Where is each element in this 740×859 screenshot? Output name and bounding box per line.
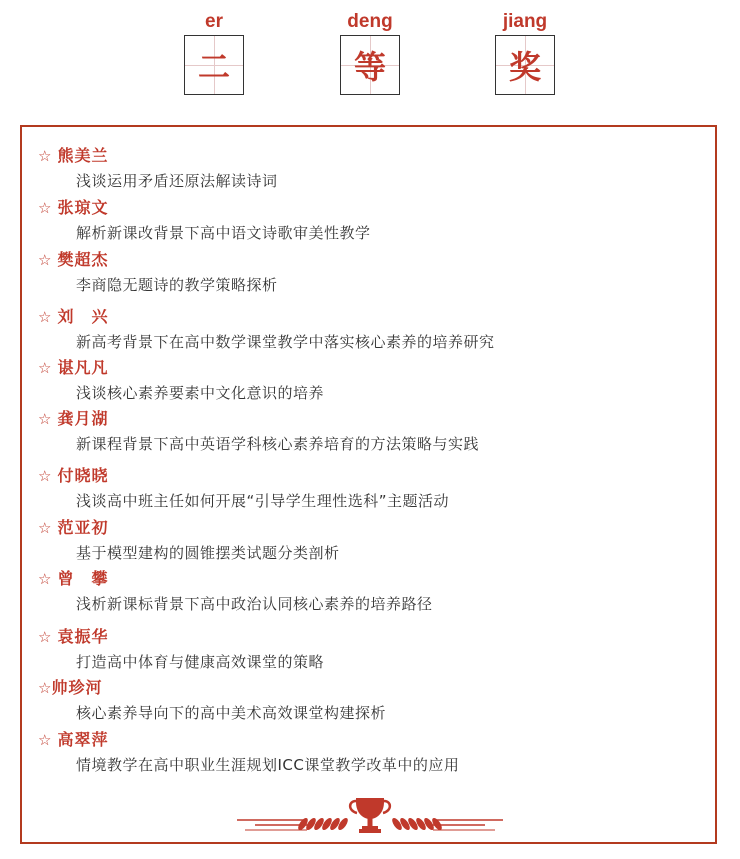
winner-name: 谌凡凡 [57, 358, 109, 377]
pinyin-label: er [205, 11, 223, 32]
name-line [38, 306, 108, 328]
name-line [38, 465, 108, 487]
star-icon: ☆ [38, 308, 52, 326]
star-icon: ☆ [38, 628, 52, 646]
trophy-ornament [235, 793, 505, 837]
winner-name: 张琼文 [57, 198, 109, 217]
title-character: 等 [353, 48, 386, 86]
name-line [38, 408, 108, 430]
title-character: 二 [197, 48, 230, 86]
name-line [38, 626, 108, 648]
winner-name: 樊超杰 [57, 250, 109, 269]
name-line [38, 568, 108, 590]
name-line [38, 357, 108, 379]
winner-name: 袁振华 [57, 627, 109, 646]
title-column-3 [495, 10, 555, 86]
star-icon: ☆ [38, 679, 52, 697]
paper-title: 基于模型建构的圆锥摆类试题分类剖析 [76, 544, 340, 562]
star-icon: ☆ [38, 519, 52, 537]
winner-name: 龚月湖 [57, 409, 109, 428]
star-icon: ☆ [38, 467, 52, 485]
winner-name: 刘 兴 [57, 307, 109, 326]
name-line [38, 677, 102, 699]
character-box [495, 35, 555, 95]
paper-title: 新高考背景下在高中数学课堂教学中落实核心素养的培养研究 [76, 333, 495, 351]
name-line [38, 729, 108, 751]
star-icon: ☆ [38, 199, 52, 217]
paper-title: 核心素养导向下的高中美术高效课堂构建探析 [76, 704, 387, 722]
pinyin-label: deng [347, 11, 393, 32]
winner-name: 帅珍河 [51, 678, 103, 697]
pinyin-label: jiang [502, 11, 548, 32]
star-icon: ☆ [38, 251, 52, 269]
name-line [38, 249, 108, 271]
winner-name: 曾 攀 [57, 569, 109, 588]
paper-title: 李商隐无题诗的教学策略探析 [76, 276, 278, 294]
title-column-1 [184, 10, 244, 86]
paper-title: 浅谈高中班主任如何开展“引导学生理性选科”主题活动 [76, 492, 450, 510]
star-icon: ☆ [38, 731, 52, 749]
title-character: 奖 [508, 48, 541, 86]
paper-title: 新课程背景下高中英语学科核心素养培育的方法策略与实践 [76, 435, 480, 453]
paper-title: 情境教学在高中职业生涯规划ICC课堂教学改革中的应用 [76, 756, 460, 774]
name-line [38, 517, 108, 539]
trophy-icon [235, 793, 505, 837]
character-box [340, 35, 400, 95]
paper-title: 浅析新课标背景下高中政治认同核心素养的培养路径 [76, 595, 433, 613]
star-icon: ☆ [38, 570, 52, 588]
winner-name: 范亚初 [57, 518, 109, 537]
paper-title: 浅谈运用矛盾还原法解读诗词 [76, 172, 278, 190]
name-line [38, 197, 108, 219]
winner-name: 熊美兰 [57, 146, 109, 165]
paper-title: 浅谈核心素养要素中文化意识的培养 [76, 384, 325, 402]
paper-title: 打造高中体育与健康高效课堂的策略 [76, 653, 325, 671]
star-icon: ☆ [38, 410, 52, 428]
character-box [184, 35, 244, 95]
winner-name: 高翠萍 [57, 730, 109, 749]
winner-name: 付晓晓 [57, 466, 109, 485]
star-icon: ☆ [38, 359, 52, 377]
star-icon: ☆ [38, 147, 52, 165]
paper-title: 解析新课改背景下高中语文诗歌审美性教学 [76, 224, 371, 242]
name-line [38, 145, 108, 167]
title-column-2 [340, 10, 400, 86]
